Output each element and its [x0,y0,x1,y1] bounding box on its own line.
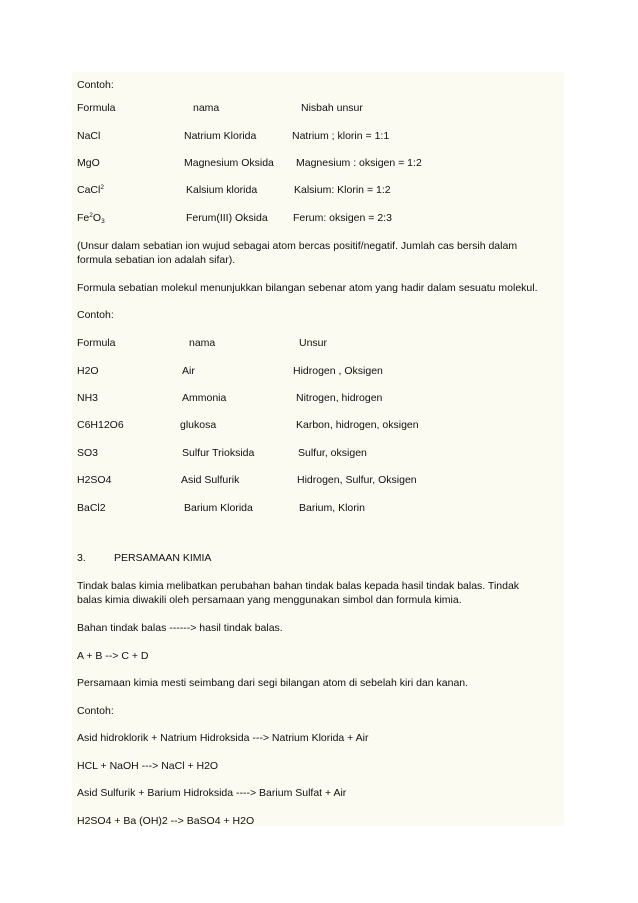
table-cell-name: Magnesium Oksida [184,157,274,169]
table-cell-formula: SO3 [77,447,99,459]
table-cell-elements: Karbon, hidrogen, oksigen [296,419,419,431]
table-cell-ratio: Magnesium : oksigen = 1:2 [296,157,422,169]
molecular-statement: Formula sebatian molekul menunjukkan bilangan sebenar atom yang hadir dalam sesuatu molekul. [77,282,538,294]
table-header-name: nama [193,102,220,114]
equation-line: HCL + NaOH ---> NaCl + H2O [77,760,219,772]
equation-line: Asid Sulfurik + Barium Hidroksida ----> Barium Sulfat + Air [77,787,347,799]
reaction-scheme: Bahan tindak balas ------> hasil tindak balas. [77,622,283,634]
table-cell-name: Air [182,365,195,377]
table-cell-name: Ferum(III) Oksida [186,212,268,224]
table-cell-ratio: Kalsium: Klorin = 1:2 [294,184,391,196]
table-cell-formula: H2SO4 [77,474,112,486]
table-cell-elements: Sulfur, oksigen [298,447,367,459]
balance-statement: Persamaan kimia mesti seimbang dari segi bilangan atom di sebelah kiri dan kanan. [77,677,469,689]
table-cell-formula: MgO [77,157,100,169]
equation-line: H2SO4 + Ba (OH)2 --> BaSO4 + H2O [77,815,255,827]
table-cell-name: Asid Sulfurik [181,474,240,486]
reaction-paragraph-line: Tindak balas kimia melibatkan perubahan bahan tindak balas kepada hasil tindak balas. Tindak [77,580,520,592]
table-cell-elements: Hidrogen, Sulfur, Oksigen [297,474,417,486]
table-cell-elements: Barium, Klorin [299,502,365,514]
table-header-ratio: Nisbah unsur [301,102,363,114]
table-cell-elements: Hidrogen , Oksigen [293,365,383,377]
table-cell-name: Natrium Klorida [184,130,257,142]
section-title: PERSAMAAN KIMIA [114,552,212,564]
table-header-formula: Formula [77,337,116,349]
table-cell-name: Kalsium klorida [186,184,258,196]
table-cell-ratio: Ferum: oksigen = 2:3 [293,212,392,224]
example-label: Contoh: [77,705,114,717]
section-number: 3. [77,552,86,564]
example-label: Contoh: [77,309,114,321]
table-cell-ratio: Natrium ; klorin = 1:1 [292,130,390,142]
ionic-note-line: formula sebatian ion adalah sifar). [77,254,236,266]
table-header-elements: Unsur [299,337,328,349]
ionic-note-line: (Unsur dalam sebatian ion wujud sebagai atom bercas positif/negatif. Jumlah cas bersih dalam [77,240,518,252]
reaction-paragraph-line: balas kimia diwakili oleh persamaan yang menggunakan simbol dan formula kimia. [77,594,462,606]
table-cell-formula: $Fe^2O_3$ [77,212,105,225]
table-cell-formula: BaCl2 [77,502,106,514]
table-cell-name: Sulfur Trioksida [182,447,255,459]
table-cell-formula: NaCl [77,130,101,142]
table-cell-name: glukosa [180,419,217,431]
table-cell-formula: NH3 [77,392,99,404]
generic-equation: A + B --> C + D [77,650,149,662]
table-cell-elements: Nitrogen, hidrogen [296,392,383,404]
table-cell-name: Barium Klorida [184,502,253,514]
table-cell-formula: H2O [77,365,99,377]
equation-line: Asid hidroklorik + Natrium Hidroksida ---> Natrium Klorida + Air [77,732,369,744]
table-header-formula: Formula [77,102,116,114]
table-header-name: nama [189,337,216,349]
table-cell-formula: CaCl$^2$ [77,184,104,196]
table-cell-formula: C6H12O6 [77,419,124,431]
table-cell-name: Ammonia [182,392,227,404]
example-label: Contoh: [77,79,114,91]
